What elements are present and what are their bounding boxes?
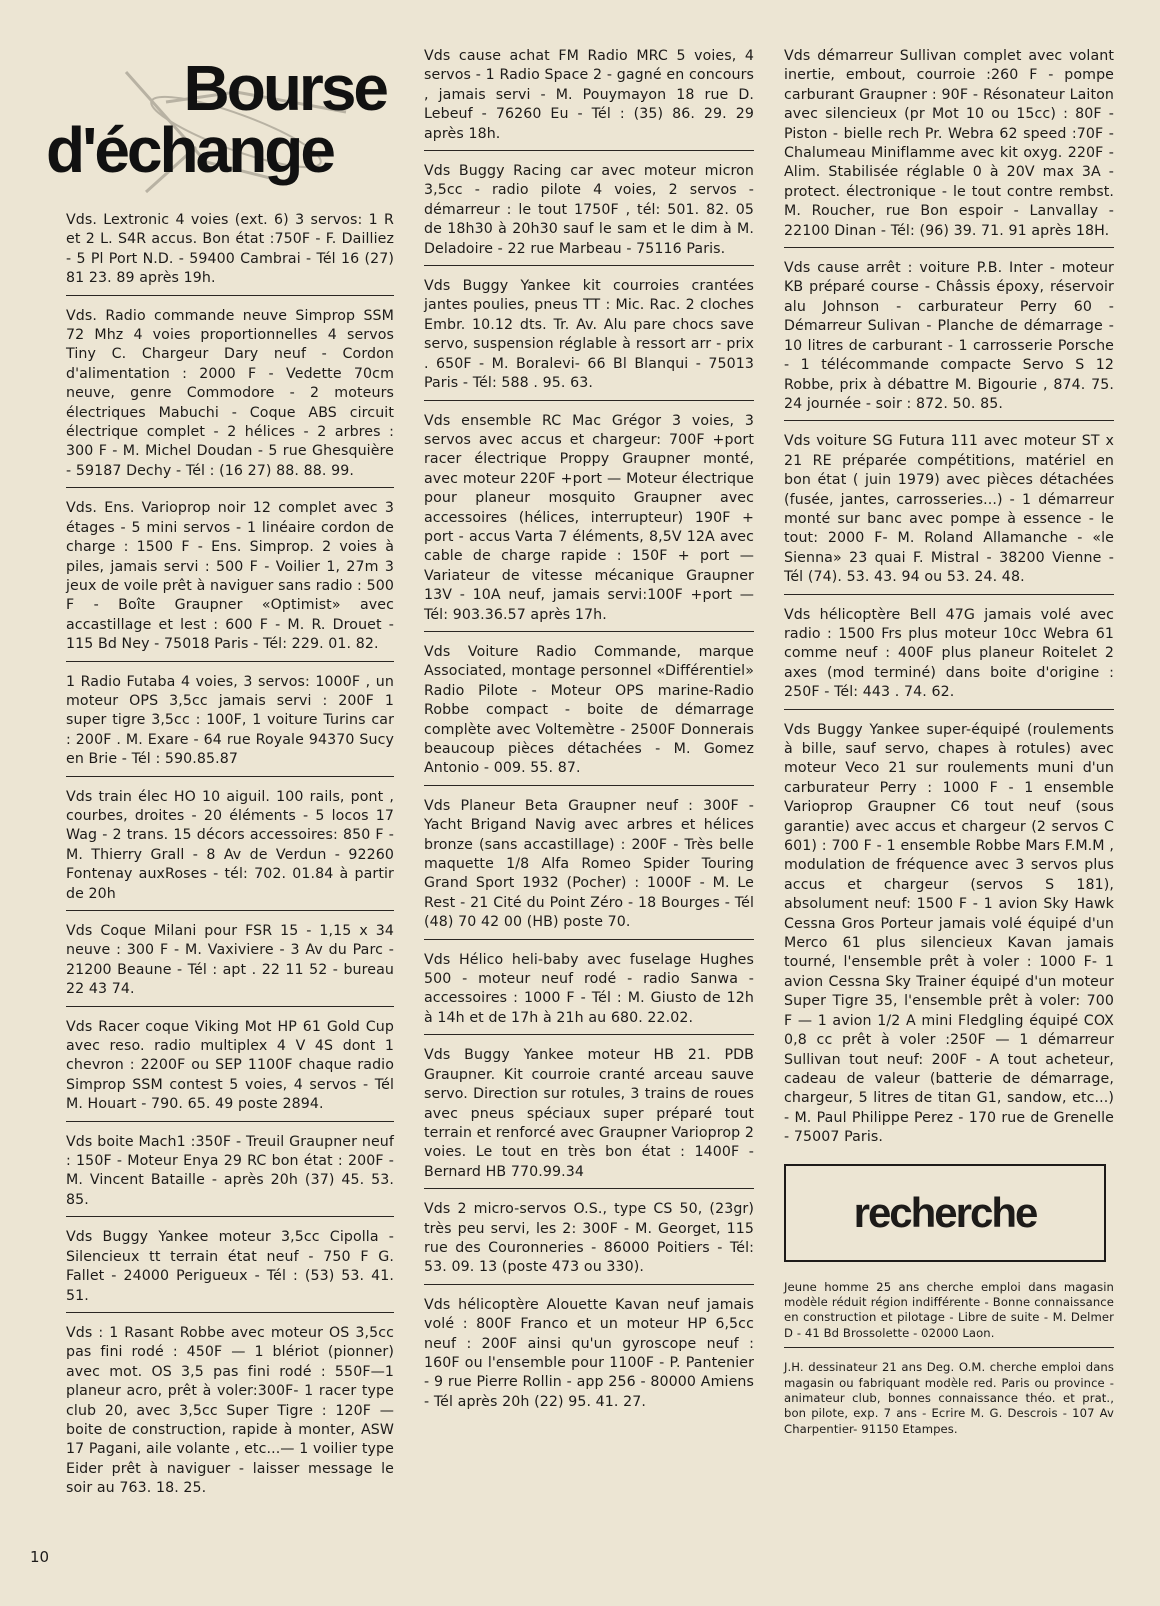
title-line-1: Bourse (183, 52, 386, 124)
classified-ad: Vds Racer coque Viking Mot HP 61 Gold Cup avec reso. radio multiplex 4 V 4S dont 1 chevron : 2200F ou SEP 1100F chaque radio Simprop SSM contest 5 voies, 4 servos - Tél M. Houart - 790. 65. 49 poste 2894. (66, 1015, 394, 1122)
classified-ad: Vds Voiture Radio Commande, marque Associated, montage personnel «Différentiel» Radio Pilote - Moteur OPS marine-Radio Robbe compact - boite de démarrage complète avec Voltemètre - 2500F Donnerais beaucoup pièces détachées - M. Gomez Antonio - 009. 55. 87. (424, 640, 754, 786)
page-number: 10 (30, 1548, 50, 1566)
classified-ad: Vds démarreur Sullivan complet avec volant inertie, embout, courroie :260 F - pompe carburant Graupner : 90F - Résonateur Laiton avec silencieux (pr Mot 10 ou 15cc) : 80F - Piston - bielle rech Pr. Webra 62 speed :70F - Chalumeau Miniflamme avec kit oxyg. 220F - Alim. Stabilisée réglable 0 à 20V max 3A - protect. électronique - le tout contre rembst. M. Roucher, rue Bon espoir - Lanvallay - 22100 Dinan - Tél: (96) 39. 71. 91 après 18H. (784, 44, 1114, 248)
classified-ad: Vds ensemble RC Mac Grégor 3 voies, 3 servos avec accus et chargeur: 700F +port racer électrique Proppy Graupner monté, avec moteur 220F +port — Moteur électrique pour planeur mosquito Graupner avec accessoires (hélices, interrupteur) 190F + port - accus Varta 7 éléments, 8,5V 12A avec cable de charge rapide : 150F + port — Variateur de vitesse mécanique Graupner 13V - 10A neuf, jamais servi:100F +port — Tél: 903.36.57 après 17h. (424, 409, 754, 632)
classified-ad: Vds train élec HO 10 aiguil. 100 rails, pont , courbes, droites - 20 éléments - 5 locos 17 Wag - 2 trans. 15 décors accessoires: 850 F - M. Thierry Grall - 8 Av de Verdun - 92260 Fontenay auxRoses - tél: 702. 01.84 à partir de 20h (66, 785, 394, 911)
classified-ad: Vds : 1 Rasant Robbe avec moteur OS 3,5cc pas fini rodé : 450F — 1 blériot (pionner) avec mot. OS 3,5 pas fini rodé : 550F—1 planeur acro, prêt à voler:300F- 1 racer type club 20, avec 3,5cc Super Tigre : 120F — boite de construction, rapide à monter, ASW 17 Pagani, aile volante , etc...— 1 voilier type Eider prêt à naviguer - laisser message le soir au 763. 18. 25. (66, 1324, 394, 1497)
classified-ad: Vds hélicoptère Alouette Kavan neuf jamais volé : 800F Franco et un moteur HP 6,5cc neuf : 200F ainsi qu'un gyroscope neuf : 160F ou l'ensemble pour 1100F - P. Pantenier - 9 rue Pierre Rollin - app 256 - 80000 Amiens - Tél après 20h (22) 95. 41. 27. (424, 1296, 754, 1410)
classified-ad: Vds cause achat FM Radio MRC 5 voies, 4 servos - 1 Radio Space 2 - gagné en concours , jamais servi - M. Pouymayon 18 rue D. Lebeuf - 76260 Eu - Tél : (35) 86. 29. 29 après 18h. (424, 44, 754, 151)
page-title (46, 52, 394, 202)
classified-ad: 1 Radio Futaba 4 voies, 3 servos: 1000F , un moteur OPS 3,5cc jamais servi : 200F 1 super tigre 3,5cc : 100F, 1 voiture Turins car : 200F . M. Exare - 64 rue Royale 94370 Sucy en Brie - Tél : 590.85.87 (66, 670, 394, 777)
title-line-2: d'échange (46, 114, 333, 186)
recherche-heading (784, 1164, 1106, 1262)
classified-ad: Vds Planeur Beta Graupner neuf : 300F - Yacht Brigand Navig avec arbres et hélices bronze (sans accastillage) : 200F - Très belle maquette 1/8 Alfa Romeo Spider Touring Grand Sport 1932 (Pocher) : 1000F - M. Le Rest - 21 Cité du Point Zéro - 18 Bourges - Tél (48) 70 42 00 (HB) poste 70. (424, 794, 754, 940)
classified-ad: Vds 2 micro-servos O.S., type CS 50, (23gr) très peu servi, les 2: 300F - M. Georget, 115 rue des Couronneries - 86000 Poitiers - Tél: 53. 09. 13 (poste 473 ou 330). (424, 1197, 754, 1285)
wanted-ad: J.H. dessinateur 21 ans Deg. O.M. cherche emploi dans magasin ou fabriquant modèle red. Paris ou province - animateur club, bonnes connaissance théo. et prat., bon pilote, exp. 7 ans - Ecrire M. G. Descrois - 107 Av Charpentier- 91150 Etampes. (784, 1360, 1114, 1436)
column-2 (424, 44, 754, 1426)
classified-ad: Vds Buggy Yankee moteur 3,5cc Cipolla - Silencieux tt terrain état neuf - 750 F G. Fallet - 24000 Perigueux - Tél : (53) 53. 41. 51. (66, 1225, 394, 1313)
wanted-ad: Jeune homme 25 ans cherche emploi dans magasin modèle réduit région indifférente - Bonne connaissance en construction et pilotage - Libre de suite - M. Delmer D - 41 Bd Brossolette - 02000 Laon. (784, 1276, 1114, 1349)
classified-ad: Vds. Radio commande neuve Simprop SSM 72 Mhz 4 voies proportionnelles 4 servos Tiny C. Chargeur Dary neuf - Cordon d'alimentation : 2000 F - Vedette 70cm neuve, genre Commodore - 2 moteurs électriques Mabuchi - Coque ABS circuit électrique complet - 2 hélices - 2 arbres : 300 F - M. Michel Doudan - 5 rue Ghesquière - 59187 Dechy - Tél : (16 27) 88. 88. 99. (66, 304, 394, 489)
classified-ad: Vds cause arrêt : voiture P.B. Inter - moteur KB préparé course - Châssis époxy, réservoir alu Johnson - carburateur Perry 60 - Démarreur Sulivan - Planche de démarrage - 10 litres de carburant - 1 carrosserie Porsche - 1 télécommande compacte Servo S 12 Robbe, prix à débattre M. Bigourie , 874. 75. 24 journée - soir : 872. 50. 85. (784, 256, 1114, 421)
classified-ad: Vds. Ens. Varioprop noir 12 complet avec 3 étages - 5 mini servos - 1 linéaire cordon de charge : 1500 F - Ens. Simprop. 2 voies à piles, jamais servi : 500 F - Voilier 1, 27m 3 jeux de voile prêt à naviguer sans radio : 500 F - Boîte Graupner «Optimist» avec accastillage et lest : 600 F - M. R. Drouet - 115 Bd Ney - 75018 Paris - Tél: 229. 01. 82. (66, 496, 394, 661)
classified-ad: Vds Hélico heli-baby avec fuselage Hughes 500 - moteur neuf rodé - radio Sanwa - accessoires : 1000 F - Tél : M. Giusto de 12h à 14h et de 17h à 21h au 680. 22.02. (424, 948, 754, 1036)
column-3 (784, 44, 1114, 1451)
recherche-label: recherche (853, 1188, 1037, 1236)
classified-ad: Vds Buggy Yankee super-équipé (roulements à bille, sauf servo, chapes à rotules) avec moteur Veco 21 sur roulements muni d'un carburateur Perry : 1000 F - 1 ensemble Varioprop Graupner C6 tout neuf (sous garantie) avec accus et chargeur (2 servos C 601) : 700 F - 1 ensemble Robbe Mars F.M.M , modulation de fréquence avec 3 servos plus accus et chargeur (servos S 181), absolument neuf: 1500 F - 1 avion Sky Hawk Cessna Gros Porteur jamais volé équipé d'un Merco 61 plus silencieux Kavan jamais tourné, l'ensemble prêt à voler : 1000 F- 1 avion Cessna Sky Trainer équipé d'un moteur Super Tigre 35, l'ensemble prêt à voler: 700 F — 1 avion 1/2 A mini Fledgling équipé COX 0,8 cc prêt à voler :250F — 1 démarreur Sullivan tout neuf: 200F - A tout acheteur, cadeau de valeur (batterie de démarrage, chargeur, 5 litres de titan G1, sandow, etc...) - M. Paul Philippe Perez - 170 rue de Grenelle - 75007 Paris. (784, 721, 1114, 1146)
classified-ad: Vds. Lextronic 4 voies (ext. 6) 3 servos: 1 R et 2 L. S4R accus. Bon état :750F - F. Dailliez - 5 Pl Port N.D. - 59400 Cambrai - Tél 16 (27) 81 23. 89 après 19h. (66, 208, 394, 296)
classified-ad: Vds Buggy Racing car avec moteur micron 3,5cc - radio pilote 4 voies, 2 servos - démarreur : le tout 1750F , tél: 501. 82. 05 de 18h30 à 20h30 sauf le sam et le dim à M. Deladoire - 22 rue Marbeau - 75116 Paris. (424, 159, 754, 266)
classified-ad: Vds Buggy Yankee moteur HB 21. PDB Graupner. Kit courroie cranté arceau sauve servo. Direction sur rotules, 3 trains de roues avec pneus spéciaux super préparé tout terrain et renforcé avec Graupner Varioprop 2 voies. Le tout en très bon état : 1400F - Bernard HB 770.99.34 (424, 1043, 754, 1189)
classified-ad: Vds hélicoptère Bell 47G jamais volé avec radio : 1500 Frs plus moteur 10cc Webra 61 comme neuf : 400F plus planeur Roitelet 2 axes (mod terminé) dans boite d'origine : 250F - Tél: 443 . 74. 62. (784, 603, 1114, 710)
classified-ad: Vds voiture SG Futura 111 avec moteur ST x 21 RE préparée compétitions, matériel en bon état ( juin 1979) avec pièces détachées (fusée, jantes, carrosseries...) - 1 démarreur monté sur banc avec pompe à essence - le tout: 2000 F- M. Roland Allamanche - «le Sienna» 23 quai F. Mistral - 38200 Vienne - Tél (74). 53. 43. 94 ou 53. 24. 48. (784, 429, 1114, 594)
classified-ad: Vds Coque Milani pour FSR 15 - 1,15 x 34 neuve : 300 F - M. Vaxiviere - 3 Av du Parc - 21200 Beaune - Tél : apt . 22 11 52 - bureau 22 43 74. (66, 919, 394, 1007)
classified-ad: Vds boite Mach1 :350F - Treuil Graupner neuf : 150F - Moteur Enya 29 RC bon état : 200F - M. Vincent Bataille - après 20h (37) 45. 53. 85. (66, 1130, 394, 1218)
classified-ad: Vds Buggy Yankee kit courroies crantées jantes poulies, pneus TT : Mic. Rac. 2 cloches Embr. 10.12 dts. Tr. Av. Alu pare chocs save servo, suspension réglable à ressort arr - prix . 650F - M. Boralevi- 66 Bl Blanqui - 75013 Paris - Tél: 588 . 95. 63. (424, 274, 754, 400)
column-1 (46, 52, 394, 1513)
